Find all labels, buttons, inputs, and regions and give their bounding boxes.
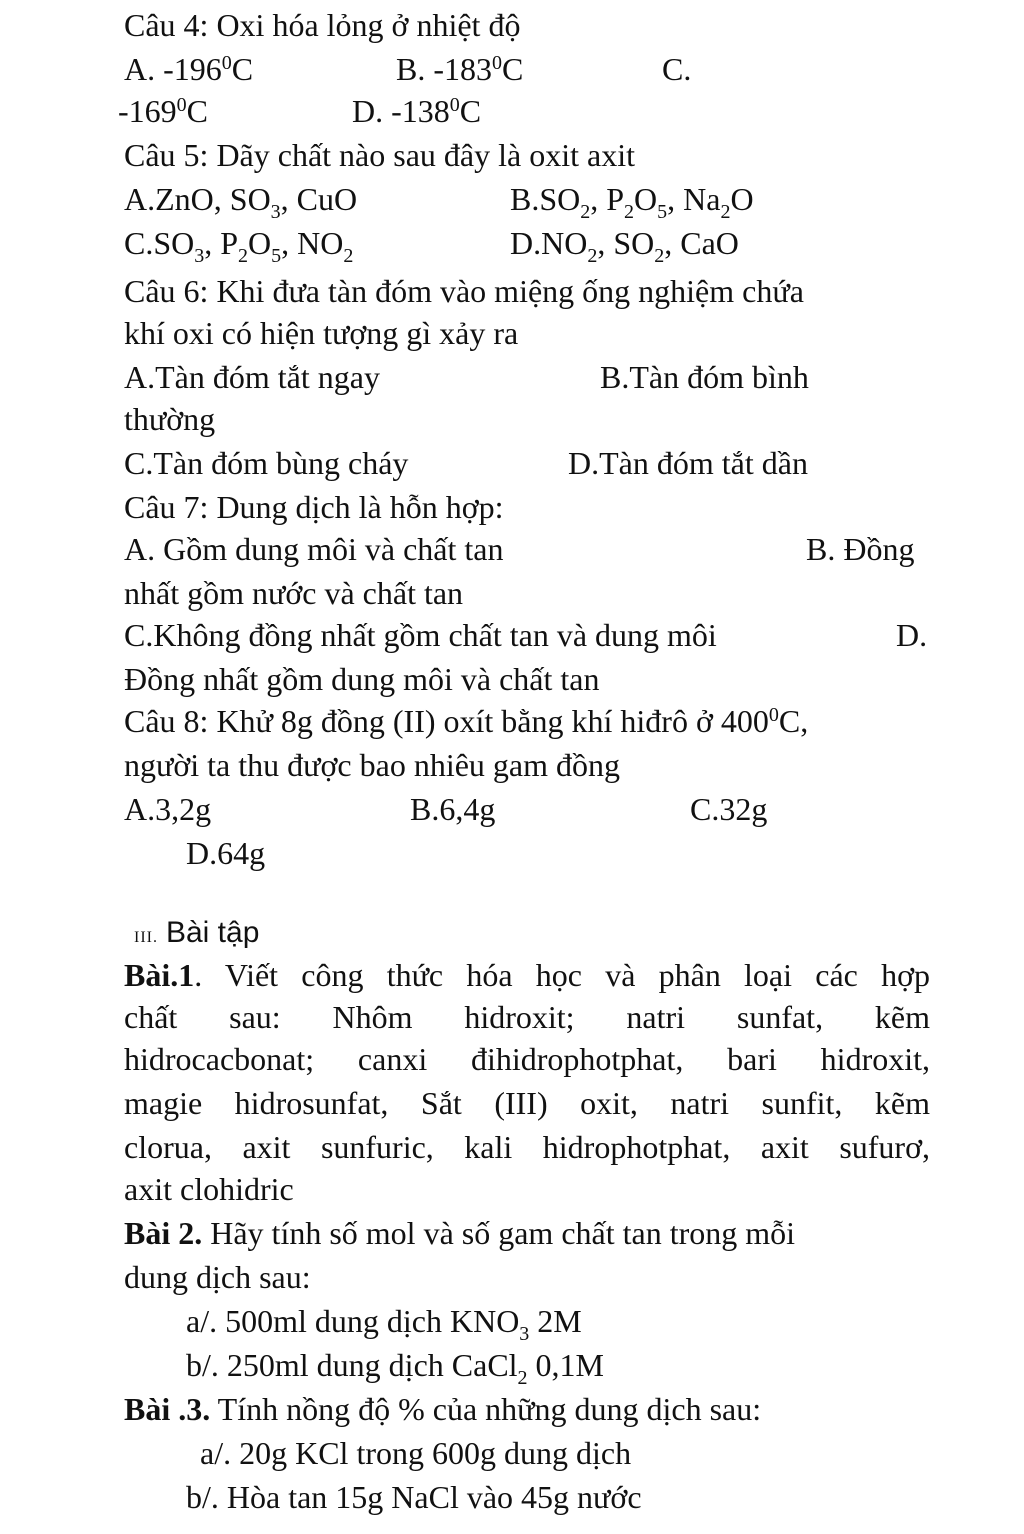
q5-option-b: $B.SO_2$, $P_2O_5$, $Na_2O$ [510, 181, 754, 223]
question-6-stem-line-2: khí oxi có hiện tượng gì xảy ra [124, 315, 519, 351]
q4-option-a: A. $-196^0C$ [124, 51, 254, 87]
question-6-stem-line-1: Câu 6: Khi đưa tàn đóm vào miệng ống nghiệm chứa [124, 273, 804, 309]
bai-2-item-b: b/. 250ml dung dịch CaCl$_2$ 0,1M [186, 1347, 604, 1389]
q7-option-c: C.Không đồng nhất gồm chất tan và dung môi [124, 617, 717, 653]
question-7-stem: Câu 7: Dung dịch là hỗn hợp: [124, 489, 504, 525]
q5-option-d: $D.NO_2$, $SO_2$, CaO [510, 225, 739, 267]
q7-option-d-continued: Đồng nhất gồm dung môi và chất tan [124, 661, 600, 697]
bai-1-line-6: axit clohidric [124, 1171, 294, 1207]
q5-option-c: $C.SO_3$, $P_2O_5$, $NO_2$ [124, 225, 354, 267]
bai-3-item-b: b/. Hòa tan 15g NaCl vào 45g nước [186, 1479, 642, 1515]
bai-1-line-3: hidrocacbonat; canxi đihidrophotphat, bari hidroxit, [124, 1041, 930, 1077]
question-8-stem-line-1: Câu 8: Khử 8g đồng (II) oxít bằng khí hiđrô ở $400^0C$, [124, 703, 809, 739]
q5-option-a: A.ZnO, $SO_3$, CuO [124, 181, 358, 223]
bai-1-line-4: magie hidrosunfat, Sắt (III) oxit, natri sunfit, kẽm [124, 1085, 930, 1121]
q4-option-c: C. [662, 51, 692, 87]
q6-option-b: B.Tàn đóm bình [600, 359, 809, 395]
bai-2-line-2: dung dịch sau: [124, 1259, 311, 1295]
bai-2-line-1: Bài 2. Hãy tính số mol và số gam chất tan trong mỗi [124, 1215, 796, 1251]
bai-1-line-5: clorua, axit sunfuric, kali hidrophotphat, axit sufurơ, [124, 1129, 930, 1165]
q7-option-a: A. Gồm dung môi và chất tan [124, 531, 504, 567]
q6-option-b-continued: thường [124, 401, 216, 437]
bai-3-item-a: a/. 20g KCl trong 600g dung dịch [200, 1435, 632, 1471]
question-4-stem: Câu 4: Oxi hóa lỏng ở nhiệt độ [124, 7, 521, 43]
q4-option-d: D. $-138^0C$ [352, 93, 482, 129]
q6-option-d: D.Tàn đóm tắt dần [568, 445, 808, 481]
section-heading: III. Bài tập [134, 916, 260, 949]
q7-option-d: D. [896, 617, 928, 653]
q8-option-d: D.64g [186, 835, 266, 871]
q4-option-b: B. $-183^0C$ [396, 51, 524, 87]
q8-option-b: B.6,4g [410, 791, 496, 827]
q7-option-b: B. Đồng [806, 531, 915, 567]
question-8-stem-line-2: người ta thu được bao nhiêu gam đồng [124, 747, 620, 783]
q8-option-a: A.3,2g [124, 791, 212, 827]
q7-option-b-continued: nhất gồm nước và chất tan [124, 575, 464, 611]
q8-option-c: C.32g [690, 791, 768, 827]
question-5-stem: Câu 5: Dãy chất nào sau đây là oxit axit [124, 137, 635, 173]
q4-option-c-value: $-169^0C$ [118, 93, 208, 129]
q6-option-a: A.Tàn đóm tắt ngay [124, 359, 380, 395]
bai-1-line-1: Bài.1. Viết công thức hóa học và phân loại các hợp [124, 957, 930, 993]
bai-3-line-1: Bài .3. Tính nồng độ % của những dung dịch sau: [124, 1391, 762, 1427]
bai-1-line-2: chất sau: Nhôm hidroxit; natri sunfat, kẽm [124, 999, 930, 1035]
bai-2-item-a: a/. 500ml dung dịch $KNO_3$ 2M [186, 1303, 582, 1345]
q6-option-c: C.Tàn đóm bùng cháy [124, 445, 409, 481]
